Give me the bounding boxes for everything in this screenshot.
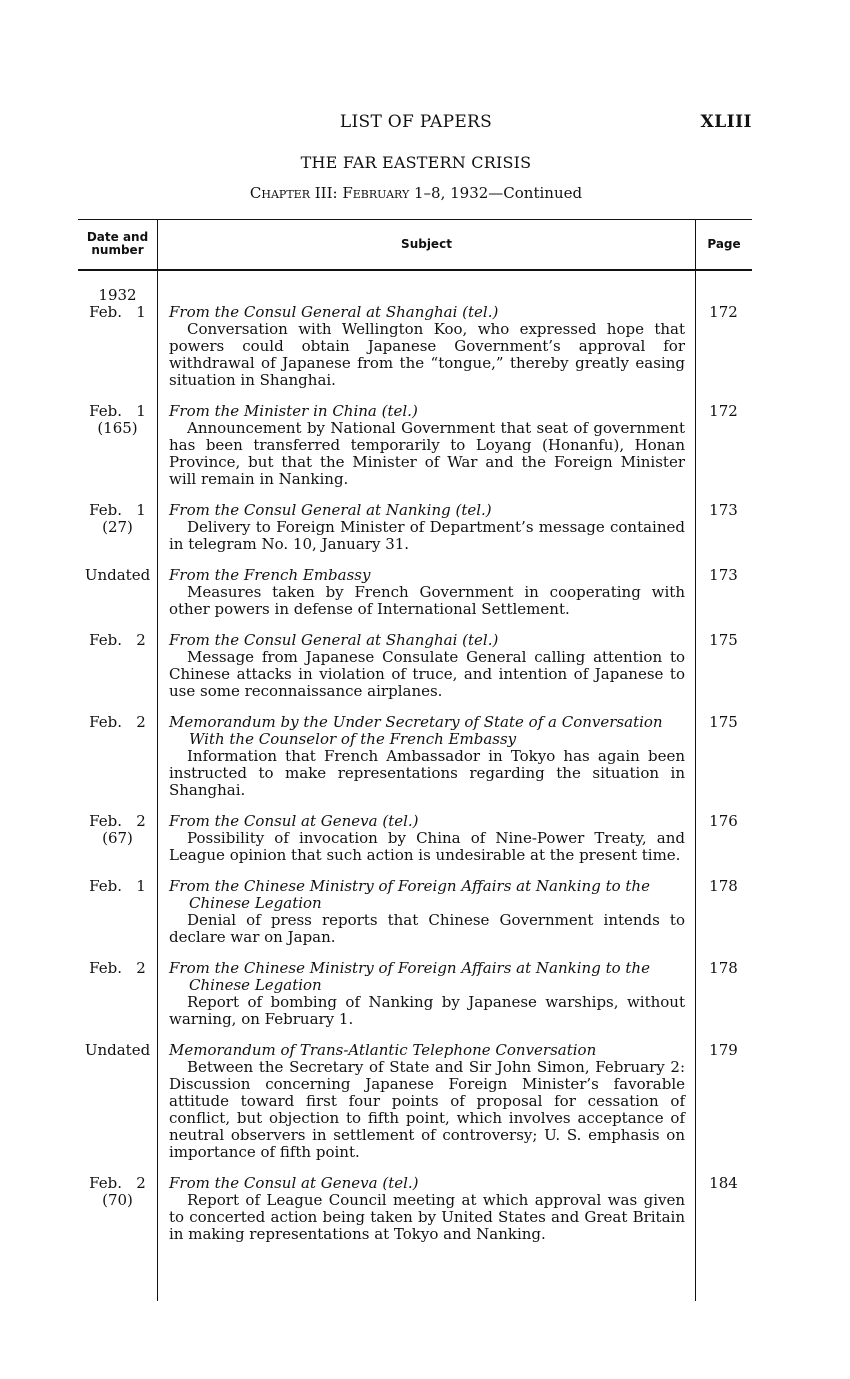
table-row bbox=[78, 632, 752, 700]
page-reference: 175 bbox=[709, 631, 738, 649]
page-reference: 178 bbox=[709, 877, 738, 895]
table-row bbox=[78, 403, 752, 488]
paper-summary: Measures taken by French Government in cooperating with other powers in defense of International Settlement. bbox=[169, 583, 685, 618]
chapter-separator: : bbox=[332, 184, 343, 202]
paper-summary: Report of League Council meeting at which approval was given to concerted action being taken by United States and Great Britain in making representations at Tokyo and Nanking. bbox=[169, 1191, 685, 1243]
page-reference: 173 bbox=[709, 566, 738, 584]
paper-source: From the French Embassy bbox=[169, 566, 371, 584]
date-cell bbox=[78, 1042, 157, 1161]
date-label: Feb. 2 bbox=[89, 1174, 146, 1192]
table-row bbox=[78, 813, 752, 864]
chapter-label: Chapter III bbox=[249, 184, 333, 202]
page-reference: 175 bbox=[709, 713, 738, 731]
paper-source: Memorandum by the Under Secretary of State of a Conversation With the Counselor of the French Embassy bbox=[169, 713, 663, 748]
paper-summary: Information that French Ambassador in Tokyo has again been instructed to make representations regarding the situation in Shanghai. bbox=[169, 747, 685, 799]
page-reference: 184 bbox=[709, 1174, 738, 1192]
date-cell bbox=[78, 403, 157, 488]
subject-cell bbox=[158, 567, 695, 618]
subject-cell bbox=[158, 632, 695, 700]
document-number: (70) bbox=[102, 1191, 133, 1209]
paper-summary: Report of bombing of Nanking by Japanese warships, without warning, on February 1. bbox=[169, 993, 685, 1028]
table-row bbox=[78, 714, 752, 799]
paper-summary: Announcement by National Government that seat of government has been transferred temporarily to Loyang (Honanfu), Honan Province, but that the Minister of War and the Foreign Minister will remain in Nanking. bbox=[169, 419, 685, 488]
paper-source: From the Chinese Ministry of Foreign Affairs at Nanking to the Chinese Legation bbox=[169, 877, 650, 912]
subject-cell bbox=[158, 1042, 695, 1161]
page-reference: 178 bbox=[709, 959, 738, 977]
section-title: THE FAR EASTERN CRISIS bbox=[300, 153, 532, 172]
column-header-date: Date and number bbox=[86, 230, 149, 257]
table-row bbox=[78, 1175, 752, 1243]
date-cell bbox=[78, 567, 157, 618]
date-label: Undated bbox=[84, 1041, 151, 1059]
date-cell bbox=[78, 632, 157, 700]
date-label: Feb. 2 bbox=[89, 631, 146, 649]
subject-cell bbox=[158, 960, 695, 1028]
subject-cell bbox=[158, 878, 695, 946]
running-title: LIST OF PAPERS bbox=[339, 112, 493, 132]
paper-source: From the Consul General at Shanghai (tel.) bbox=[169, 303, 499, 321]
subject-cell bbox=[158, 403, 695, 488]
paper-summary: Possibility of invocation by China of Nine-Power Treaty, and League opinion that such action is undesirable at the present time. bbox=[169, 829, 685, 864]
table-body bbox=[78, 287, 752, 1257]
year-label: 1932 bbox=[98, 286, 137, 304]
paper-source: From the Minister in China (tel.) bbox=[169, 402, 418, 420]
date-label: Feb. 2 bbox=[89, 713, 146, 731]
subject-cell bbox=[158, 1175, 695, 1243]
date-label: Feb. 1 bbox=[89, 303, 146, 321]
papers-table bbox=[78, 219, 752, 1301]
subject-cell bbox=[158, 502, 695, 553]
column-header-page: Page bbox=[707, 236, 741, 251]
page-header bbox=[80, 112, 752, 136]
subject-cell bbox=[158, 714, 695, 799]
paper-summary: Delivery to Foreign Minister of Department’s message contained in telegram No. 10, January 31. bbox=[169, 518, 685, 553]
date-cell bbox=[78, 878, 157, 946]
date-label: Feb. 1 bbox=[89, 402, 146, 420]
table-row bbox=[78, 878, 752, 946]
paper-summary: Conversation with Wellington Koo, who expressed hope that powers could obtain Japanese Government’s approval for withdrawal of Japanese from the “tongue,” thereby greatly easing situation in Shanghai. bbox=[169, 320, 685, 389]
chapter-title bbox=[80, 184, 752, 202]
date-cell bbox=[78, 287, 157, 389]
date-cell bbox=[78, 960, 157, 1028]
subject-cell bbox=[158, 287, 695, 389]
table-header-rule bbox=[78, 269, 752, 271]
table-row bbox=[78, 960, 752, 1028]
date-label: Undated bbox=[84, 566, 151, 584]
date-label: Feb. 2 bbox=[89, 959, 146, 977]
paper-source: Memorandum of Trans-Atlantic Telephone Conversation bbox=[169, 1041, 597, 1059]
date-label: Feb. 1 bbox=[89, 877, 146, 895]
paper-summary: Message from Japanese Consulate General calling attention to Chinese attacks in violation of truce, and intention of Japanese to use some reconnaissance airplanes. bbox=[169, 648, 685, 700]
date-cell bbox=[78, 813, 157, 864]
document-number: (67) bbox=[102, 829, 133, 847]
page-reference: 173 bbox=[709, 501, 738, 519]
table-row bbox=[78, 287, 752, 389]
date-cell bbox=[78, 1175, 157, 1243]
table-row bbox=[78, 1042, 752, 1161]
table-row bbox=[78, 567, 752, 618]
paper-source: From the Consul at Geneva (tel.) bbox=[169, 1174, 419, 1192]
date-label: Feb. 2 bbox=[89, 812, 146, 830]
column-header-subject: Subject bbox=[401, 236, 452, 251]
page-reference: 172 bbox=[709, 303, 738, 321]
document-number: (165) bbox=[97, 419, 138, 437]
chapter-suffix: —Continued bbox=[488, 184, 583, 202]
document-number: (27) bbox=[102, 518, 133, 536]
paper-summary: Between the Secretary of State and Sir John Simon, February 2: Discussion concerning Japanese Foreign Minister’s favorable attitude toward first four points of proposal for cessation of conflict, but objection to fifth point, which involves acceptance of neutral observers in settlement of controversy; U. S. emphasis on importance of fifth point. bbox=[169, 1058, 685, 1161]
date-cell bbox=[78, 714, 157, 799]
page-reference: 179 bbox=[709, 1041, 738, 1059]
paper-source: From the Chinese Ministry of Foreign Affairs at Nanking to the Chinese Legation bbox=[169, 959, 650, 994]
paper-source: From the Consul General at Nanking (tel.) bbox=[169, 501, 492, 519]
paper-summary: Denial of press reports that Chinese Government intends to declare war on Japan. bbox=[169, 911, 685, 946]
date-cell bbox=[78, 502, 157, 553]
paper-source: From the Consul General at Shanghai (tel.) bbox=[169, 631, 499, 649]
page-reference: 176 bbox=[709, 812, 738, 830]
paper-source: From the Consul at Geneva (tel.) bbox=[169, 812, 419, 830]
chapter-dates: February 1–8, 1932 bbox=[342, 184, 489, 202]
page-reference: 172 bbox=[709, 402, 738, 420]
page-number: XLIII bbox=[700, 112, 752, 132]
table-row bbox=[78, 502, 752, 553]
date-label: Feb. 1 bbox=[89, 501, 146, 519]
subject-cell bbox=[158, 813, 695, 864]
